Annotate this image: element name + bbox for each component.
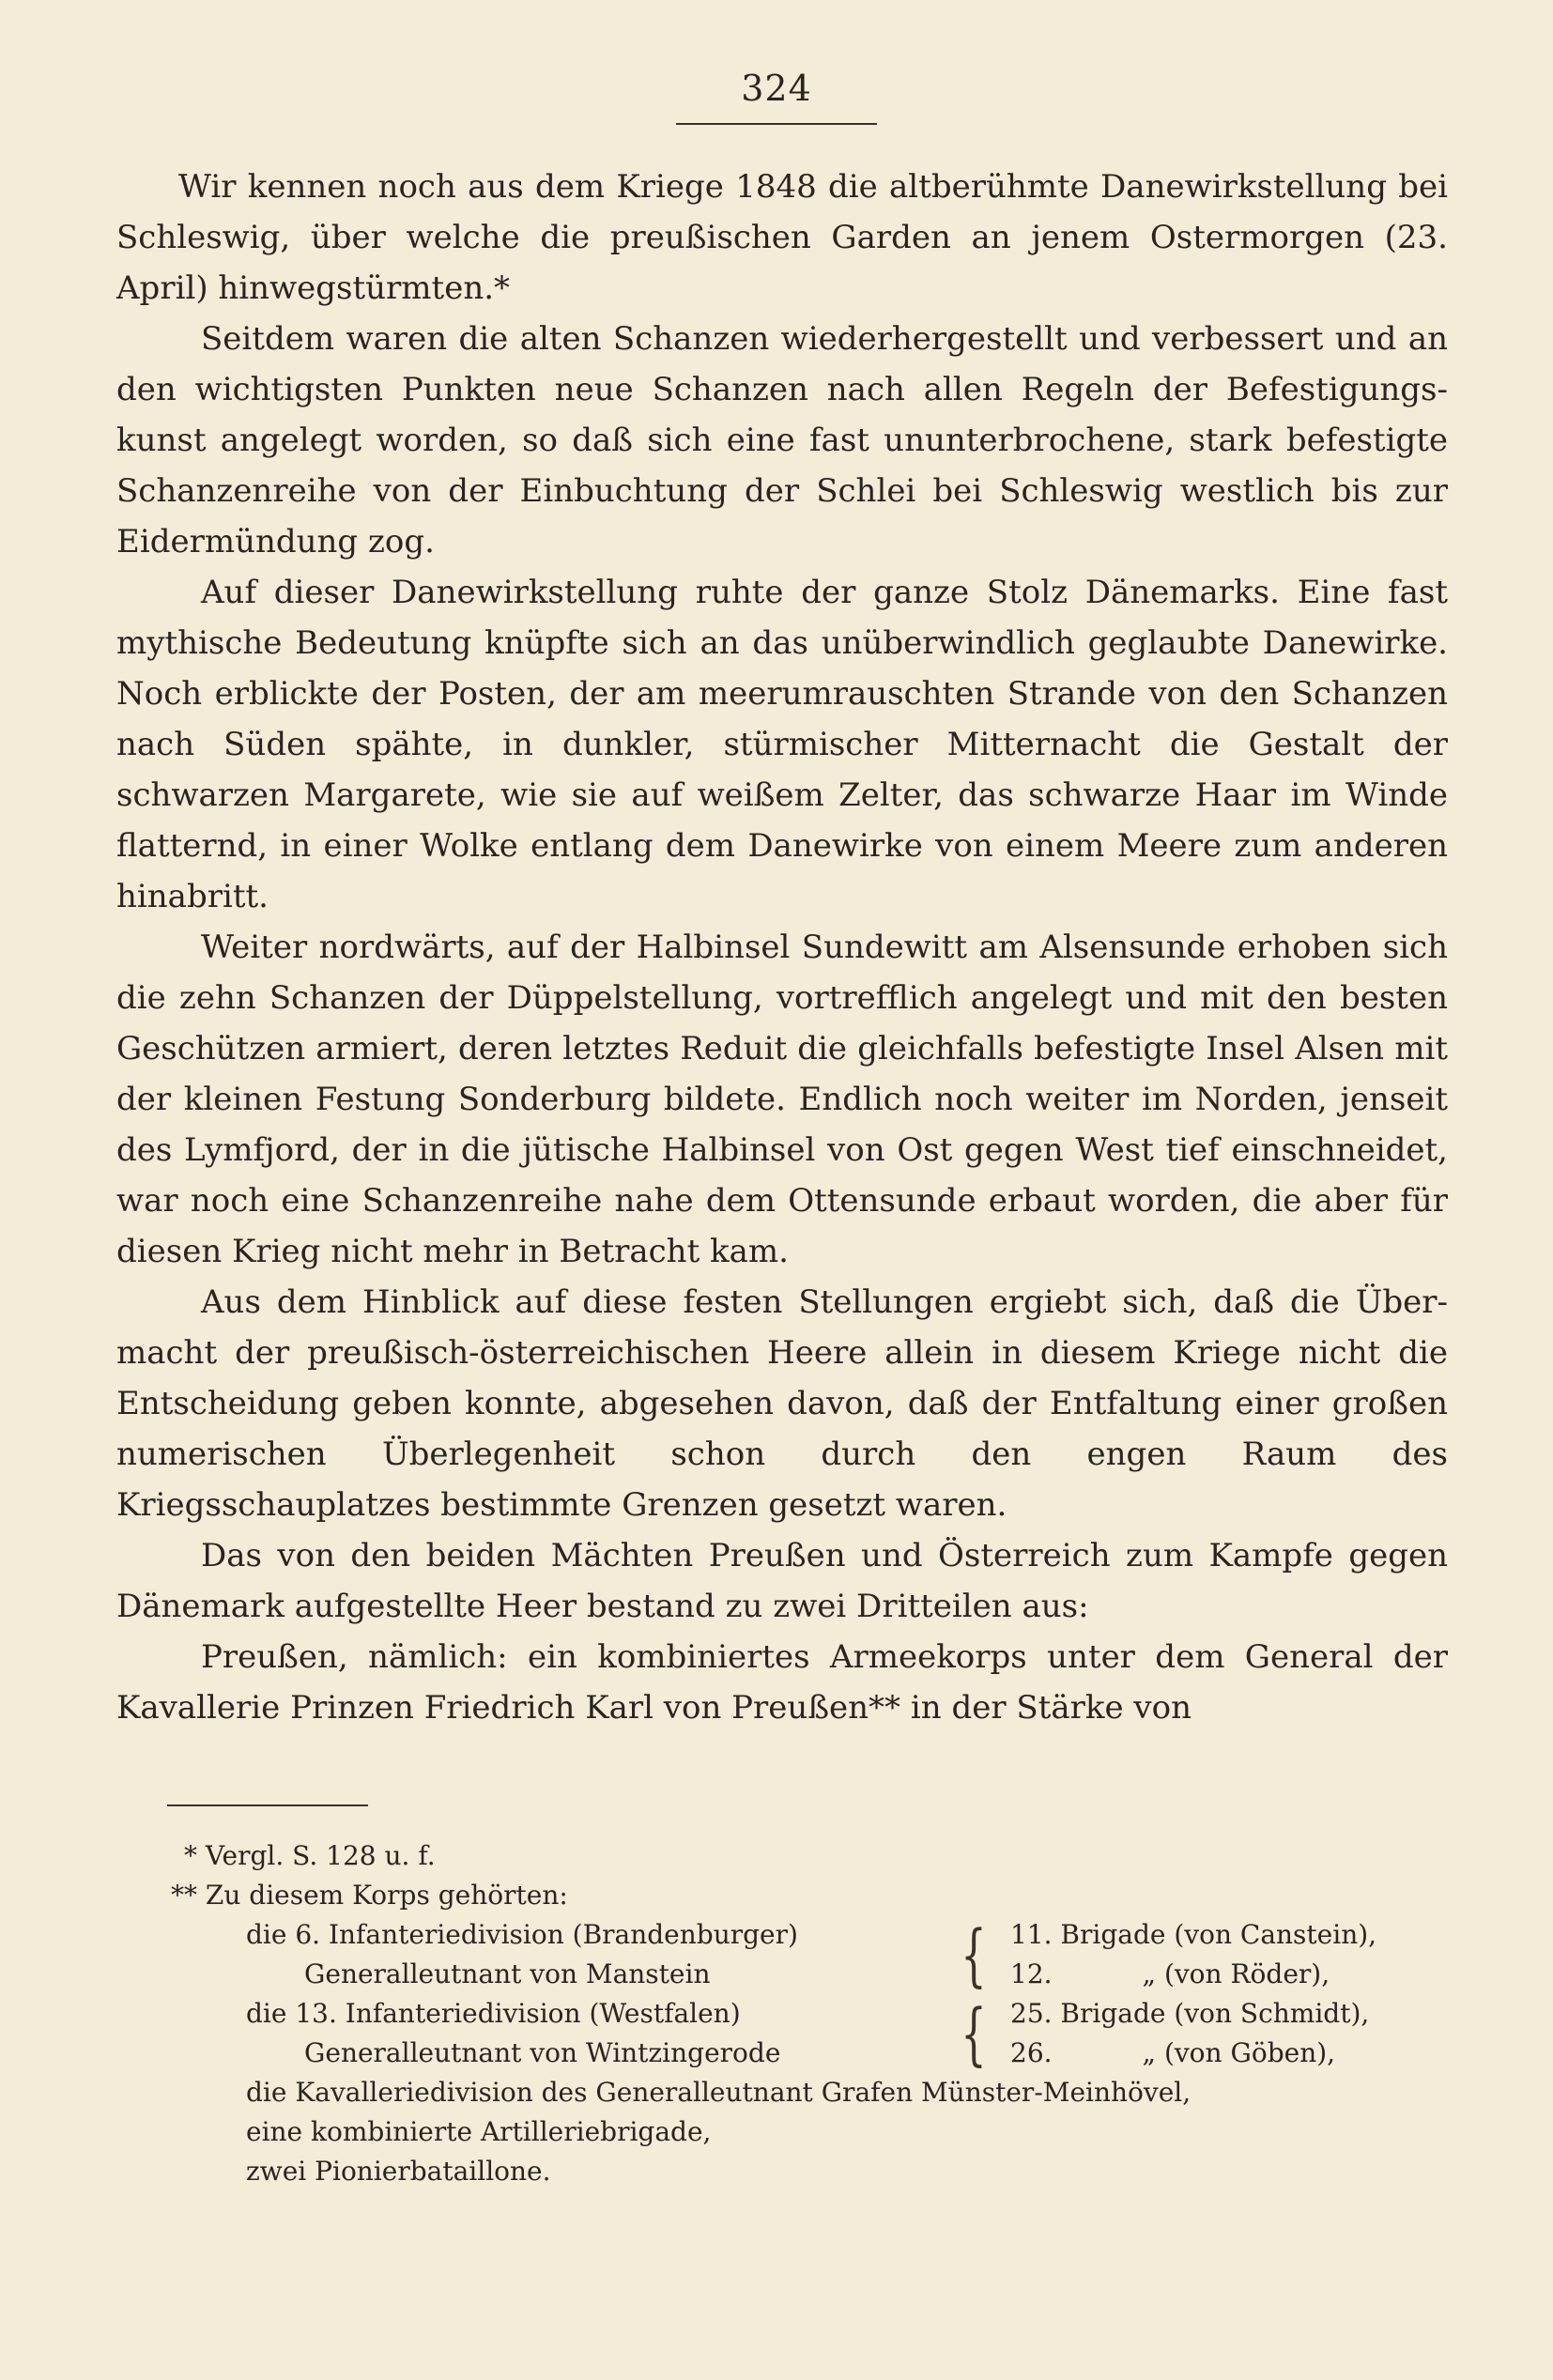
brigade-26 bbox=[1010, 2034, 1369, 2073]
paragraph: Weiter nordwärts, auf der Halbinsel Sundewitt am Alsensunde erhoben sich die zehn Schanzen der Düppelstellung, vortrefflich angelegt und mit den besten Geschützen armiert, deren letztes Reduit die gleichfalls befestigte Insel Alsen mit der kleinen Festung Sonderburg bildete. Endlich noch weiter im Norden, jenseit des Lymfjord, der in die jütische Halbinsel von Ost gegen West tief einschneidet, war noch eine Schanzenreihe nahe dem Ottensunde erbaut worden, die aber für diesen Krieg nicht mehr in Betracht kam. bbox=[116, 929, 1448, 1270]
body-text bbox=[116, 161, 1448, 1733]
page-number: 324 bbox=[741, 68, 812, 109]
paragraph: Das von den beiden Mächten Preußen und Österreich zum Kampfe gegen Dänemark aufgestellte Heer bestand zu zwei Dritteilen aus: bbox=[116, 1537, 1448, 1625]
brigade-12-number: 12. bbox=[1010, 1958, 1053, 1989]
brace-icon: { bbox=[961, 1915, 987, 1994]
brace-icon: { bbox=[961, 1994, 987, 2073]
pioneer-battalions: zwei Pionierbataillone. bbox=[246, 2156, 551, 2187]
footnote-1: * Vergl. S. 128 u. f. bbox=[184, 1840, 436, 1871]
artillery-brigade: eine kombinierte Artilleriebrigade, bbox=[246, 2116, 712, 2147]
paragraph: Auf dieser Danewirkstellung ruhte der ganze Stolz Dänemarks. Eine fast mythische Bedeutung knüpfte sich an das unüberwindlich geglaubte Danewirke. Noch erblickte der Posten, der am meerumrauschten Strande von den Schanzen nach Süden spähte, in dunkler, stürmischer Mitternacht die Gestalt der schwarzen Margarete, wie sie auf weißem Zelter, das schwarze Haar im Winde flatternd, in einer Wolke entlang dem Danewirke von einem Meere zum anderen hinabritt. bbox=[116, 574, 1448, 915]
header-rule bbox=[676, 123, 877, 125]
paragraph: Aus dem Hinblick auf diese festen Stellungen ergiebt sich, daß die Übermacht der preußisch-österreichischen Heere allein in diesem Kriege nicht die Entscheidung geben konnte, abgesehen davon, daß der Entfaltung einer großen numerischen Überlegenheit schon durch den engen Raum des Kriegsschauplatzes bestimmte Grenzen gesetzt waren. bbox=[116, 1283, 1448, 1524]
corps-composition bbox=[116, 1915, 1448, 2191]
brigade-12-detail: „ (von Röder), bbox=[1142, 1958, 1330, 1989]
brigade-26-detail: „ (von Göben), bbox=[1142, 2037, 1336, 2068]
brigade-11: 11. Brigade (von Canstein), bbox=[1010, 1919, 1377, 1950]
division-13-commander: Generalleutnant von Wintzingerode bbox=[304, 2037, 781, 2068]
brigade-12 bbox=[1010, 1955, 1376, 1994]
paragraph: Preußen, nämlich: ein kombiniertes Armeekorps unter dem General der Kavallerie Prinzen Friedrich Karl von Preußen** in der Stärke von bbox=[116, 1638, 1448, 1727]
paragraph: Seitdem waren die alten Schanzen wiederhergestellt und verbessert und an den wichtigsten Punkten neue Schanzen nach allen Regeln der Befestigungskunst angelegt worden, so daß sich eine fast ununterbrochene, stark befestigte Schanzenreihe von der Einbuchtung der Schlei bei Schleswig westlich bis zur Eidermündung zog. bbox=[116, 320, 1448, 560]
brigade-26-number: 26. bbox=[1010, 2037, 1053, 2068]
footnotes bbox=[116, 1836, 1448, 2191]
division-13-group bbox=[246, 1994, 1448, 2073]
division-13-name: die 13. Infanteriedivision (Westfalen) bbox=[246, 1998, 741, 2029]
paragraph: Wir kennen noch aus dem Kriege 1848 die altberühmte Danewirkstellung bei Schleswig, über welche die preußischen Garden an jenem Ostermorgen (23. April) hinwegstürmten.* bbox=[116, 168, 1448, 307]
division-6-commander: Generalleutnant von Manstein bbox=[304, 1958, 711, 1989]
division-6-group bbox=[246, 1915, 1448, 1994]
division-6-name: die 6. Infanteriedivision (Brandenburger) bbox=[246, 1919, 798, 1950]
footnote-2: ** Zu diesem Korps gehörten: bbox=[171, 1880, 568, 1911]
brigade-25: 25. Brigade (von Schmidt), bbox=[1010, 1998, 1370, 2029]
footnote-rule bbox=[167, 1804, 368, 1806]
cavalry-division: die Kavalleriedivision des Generalleutnant Grafen Münster-Meinhövel, bbox=[246, 2077, 1192, 2108]
